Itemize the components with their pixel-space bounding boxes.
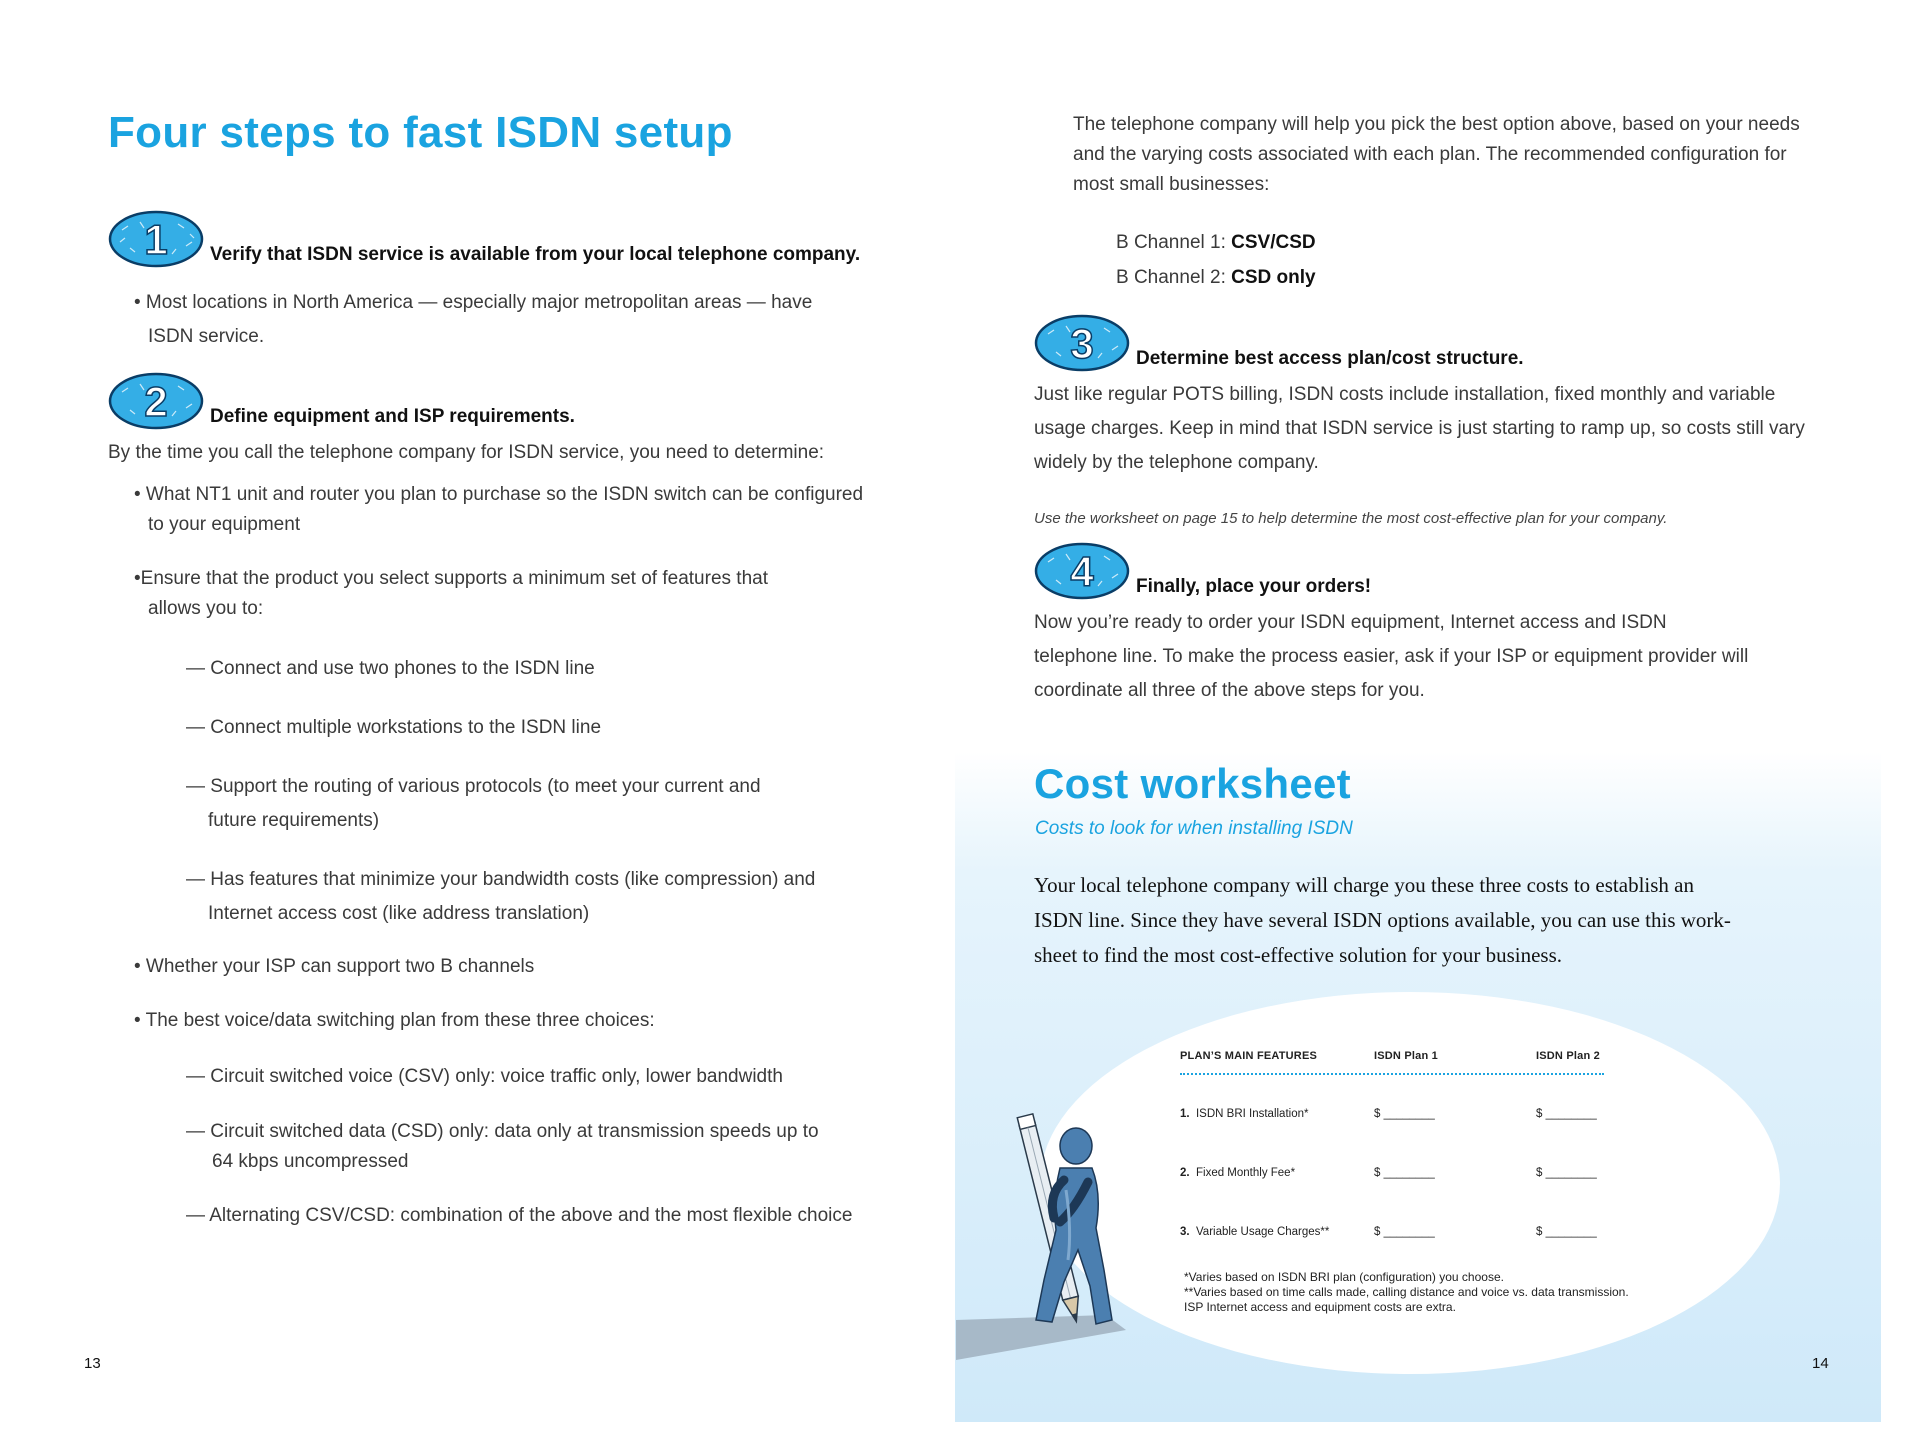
ws-col-plan2: ISDN Plan 2 (1536, 1050, 1600, 1062)
step-2-bullet1-line2: to your equipment (148, 514, 301, 535)
ws-note-2: **Varies based on time calls made, calling distance and voice vs. data transmission. (1184, 1285, 1629, 1299)
ws-row-3 (1180, 1226, 1329, 1238)
channel-2-value: CSD only (1231, 267, 1316, 288)
channel-1 (1116, 228, 1316, 258)
step-2-bullet4: • The best voice/data switching plan from these three choices: (134, 1010, 655, 1031)
ws-row-2-plan1[interactable]: $ ________ (1374, 1167, 1435, 1179)
worksheet-reference-note: Use the worksheet on page 15 to help determine the most cost-effective plan for your company. (1034, 510, 1668, 527)
choice-csd-line1: — Circuit switched data (CSD) only: data only at transmission speeds up to (186, 1121, 819, 1142)
step-4-heading: Finally, place your orders! (1136, 576, 1372, 597)
worksheet-para-line2: ISDN line. Since they have several ISDN options available, you can use this work- (1034, 908, 1731, 932)
right-intro-line1: The telephone company will help you pick the best option above, based on your needs (1073, 114, 1800, 135)
ws-row-3-plan1[interactable]: $ ________ (1374, 1226, 1435, 1238)
worksheet-title: Cost worksheet (1034, 760, 1351, 807)
ws-col-features: PLAN’S MAIN FEATURES (1180, 1050, 1318, 1062)
step-2-bullet3: • Whether your ISP can support two B channels (134, 956, 535, 977)
ws-header-divider (1180, 1073, 1604, 1075)
ws-row-2 (1180, 1167, 1295, 1179)
step-1-badge-icon (106, 208, 206, 270)
worksheet-subtitle: Costs to look for when installing ISDN (1035, 818, 1353, 839)
page-number-right: 14 (1812, 1355, 1829, 1372)
step-2-badge-icon (106, 370, 206, 432)
feature-dash-2: — Connect multiple workstations to the ISDN line (186, 717, 602, 738)
page-title-left: Four steps to fast ISDN setup (108, 108, 733, 157)
ws-row-3-plan2[interactable]: $ ________ (1536, 1226, 1597, 1238)
step-3-line2: usage charges. Keep in mind that ISDN service is just starting to ramp up, so costs still vary (1034, 418, 1805, 439)
ws-row-1-label: ISDN BRI Installation* (1195, 1108, 1309, 1120)
step-3-heading: Determine best access plan/cost structure. (1136, 348, 1524, 369)
feature-dash-1: — Connect and use two phones to the ISDN line (186, 658, 595, 679)
ws-row-1-num: 1. (1180, 1108, 1190, 1120)
step-2-number: 2 (144, 378, 168, 425)
step-3-badge-icon (1032, 312, 1132, 374)
choice-csd-line2: 64 kbps uncompressed (212, 1151, 409, 1172)
step-3-line3: widely by the telephone company. (1034, 452, 1319, 473)
step-2-intro: By the time you call the telephone company for ISDN service, you need to determine: (108, 442, 825, 463)
ws-row-1-plan2[interactable]: $ ________ (1536, 1108, 1597, 1120)
step-2-bullet2-line1: •Ensure that the product you select supports a minimum set of features that (134, 568, 768, 589)
ws-row-2-num: 2. (1180, 1167, 1190, 1179)
step-2-bullet1-line1: • What NT1 unit and router you plan to purchase so the ISDN switch can be configured (134, 484, 864, 505)
worksheet-para-line1: Your local telephone company will charge you these three costs to establish an (1034, 873, 1694, 897)
feature-dash-4-line2: Internet access cost (like address translation) (208, 903, 590, 924)
right-intro-line3: most small businesses: (1073, 174, 1270, 195)
worksheet-para-line3: sheet to find the most cost-effective solution for your business. (1034, 943, 1563, 967)
choice-alternating: — Alternating CSV/CSD: combination of the above and the most flexible choice (186, 1205, 853, 1226)
step-1-bullet-line1: • Most locations in North America — especially major metropolitan areas — have (134, 292, 813, 313)
step-4-line1: Now you’re ready to order your ISDN equipment, Internet access and ISDN (1034, 612, 1667, 633)
step-1-bullet-line2: ISDN service. (148, 326, 265, 347)
right-intro-line2: and the varying costs associated with each plan. The recommended configuration for (1073, 144, 1787, 165)
ws-row-2-plan2[interactable]: $ ________ (1536, 1167, 1597, 1179)
step-4-line2: telephone line. To make the process easier, ask if your ISP or equipment provider will (1034, 646, 1749, 667)
ws-row-3-num: 3. (1180, 1226, 1190, 1238)
ws-row-1-plan1[interactable]: $ ________ (1374, 1108, 1435, 1120)
ws-row-1 (1180, 1108, 1308, 1120)
step-3-number: 3 (1070, 320, 1094, 367)
step-4-badge-icon (1032, 540, 1132, 602)
channel-2-label: B Channel 2: (1116, 267, 1232, 288)
choice-csv: — Circuit switched voice (CSV) only: voice traffic only, lower bandwidth (186, 1066, 783, 1087)
feature-dash-3-line2: future requirements) (208, 810, 380, 831)
person-with-pencil-illustration (956, 1110, 1156, 1360)
ws-col-plan1: ISDN Plan 1 (1374, 1050, 1438, 1062)
ws-note-1: *Varies based on ISDN BRI plan (configuration) you choose. (1184, 1270, 1504, 1284)
feature-dash-3-line1: — Support the routing of various protocols (to meet your current and (186, 776, 761, 797)
step-3-line1: Just like regular POTS billing, ISDN costs include installation, fixed monthly and variable (1034, 384, 1776, 405)
channel-2 (1116, 263, 1316, 293)
ws-note-3: ISP Internet access and equipment costs are extra. (1184, 1300, 1456, 1314)
step-4-number: 4 (1070, 548, 1094, 595)
step-2-heading: Define equipment and ISP requirements. (210, 406, 575, 427)
channel-1-label: B Channel 1: (1116, 232, 1232, 253)
feature-dash-4-line1: — Has features that minimize your bandwidth costs (like compression) and (186, 869, 816, 890)
ws-row-3-label: Variable Usage Charges** (1195, 1226, 1330, 1238)
ws-row-2-label: Fixed Monthly Fee* (1195, 1167, 1296, 1179)
step-2-bullet2-line2: allows you to: (148, 598, 264, 619)
step-1-number: 1 (144, 216, 168, 263)
page-number-left: 13 (84, 1355, 101, 1372)
step-1-heading: Verify that ISDN service is available from your local telephone company. (210, 244, 861, 265)
channel-1-value: CSV/CSD (1231, 232, 1316, 253)
step-4-line3: coordinate all three of the above steps for you. (1034, 680, 1425, 701)
